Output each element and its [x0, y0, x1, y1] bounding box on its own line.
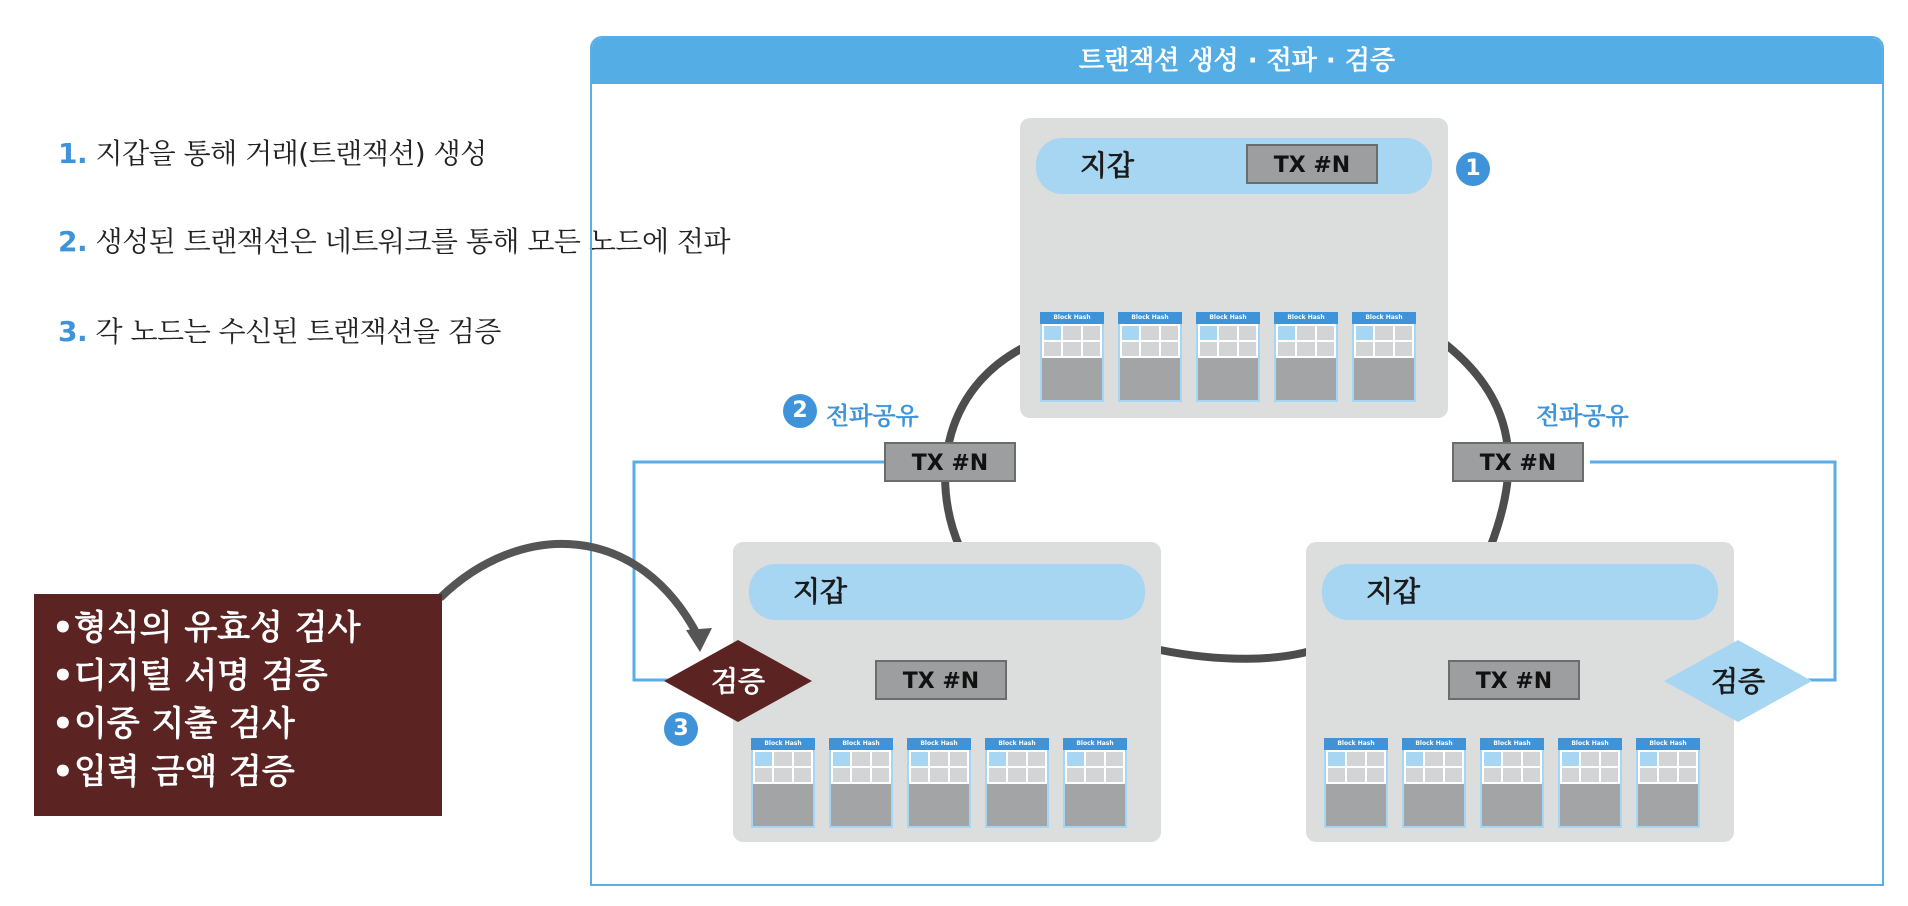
block-icon [1480, 738, 1544, 828]
step-3-number: 3. [58, 315, 88, 348]
checklist-item: •입력 금액 검증 [52, 752, 295, 792]
marker-3: 3 [664, 712, 698, 746]
propagation-tx-left: TX #N [884, 442, 1016, 482]
tx-top: TX #N [1246, 144, 1378, 184]
block-hash-label: Block Hash [1480, 738, 1544, 750]
wallet-right [1322, 564, 1718, 620]
blockchain-right [1324, 738, 1700, 828]
step-3-text: 각 노드는 수신된 트랜잭션을 검증 [95, 315, 501, 348]
block-icon [829, 738, 893, 828]
tx-left: TX #N [875, 660, 1007, 700]
block-icon [1402, 738, 1466, 828]
tx-right: TX #N [1448, 660, 1580, 700]
checklist-item: •이중 지출 검사 [52, 704, 295, 744]
step-1-number: 1. [58, 137, 88, 170]
block-hash-label: Block Hash [751, 738, 815, 750]
verify-diamond-left [664, 640, 812, 722]
propagation-tx-right: TX #N [1452, 442, 1584, 482]
marker-1: 1 [1456, 152, 1490, 186]
block-hash-label: Block Hash [1274, 312, 1338, 324]
frame-title: 트랜잭션 생성 · 전파 · 검증 [592, 38, 1882, 84]
block-hash-label: Block Hash [907, 738, 971, 750]
block-icon [1063, 738, 1127, 828]
block-hash-label: Block Hash [1352, 312, 1416, 324]
checklist-arrow [440, 544, 700, 640]
wallet-left-label: 지갑 [793, 575, 848, 608]
checklist-item: •디지털 서명 검증 [52, 656, 328, 696]
wallet-left [749, 564, 1145, 620]
block-icon [1118, 312, 1182, 402]
node-top [1020, 118, 1448, 418]
step-2-text: 생성된 트랜잭션은 네트워크를 통해 모든 노드에 전파 [95, 225, 730, 258]
blockchain-top [1040, 312, 1416, 402]
block-hash-label: Block Hash [1118, 312, 1182, 324]
verify-right-text: 검증 [1710, 665, 1766, 698]
wallet-right-label: 지갑 [1366, 575, 1421, 608]
block-hash-label: Block Hash [1558, 738, 1622, 750]
block-hash-label: Block Hash [829, 738, 893, 750]
block-hash-label: Block Hash [1636, 738, 1700, 750]
step-2-number: 2. [58, 225, 88, 258]
block-hash-label: Block Hash [1402, 738, 1466, 750]
checklist-item: •형식의 유효성 검사 [52, 608, 361, 648]
block-icon [1196, 312, 1260, 402]
block-icon [1636, 738, 1700, 828]
block-hash-label: Block Hash [1063, 738, 1127, 750]
block-hash-label: Block Hash [985, 738, 1049, 750]
block-icon [751, 738, 815, 828]
block-icon [907, 738, 971, 828]
block-icon [1324, 738, 1388, 828]
ring-bottom-arc [1160, 648, 1320, 659]
block-icon [1352, 312, 1416, 402]
block-hash-label: Block Hash [1324, 738, 1388, 750]
block-icon [1040, 312, 1104, 402]
step-1-text: 지갑을 통해 거래(트랜잭션) 생성 [95, 137, 487, 170]
propagation-label-right: 전파공유 [1536, 402, 1629, 430]
block-hash-label: Block Hash [1040, 312, 1104, 324]
block-hash-label: Block Hash [1196, 312, 1260, 324]
wallet-top-label: 지갑 [1080, 149, 1135, 182]
block-icon [985, 738, 1049, 828]
verify-left-text: 검증 [710, 665, 766, 698]
block-icon [1558, 738, 1622, 828]
verify-diamond-right [1664, 640, 1812, 722]
validation-checklist [34, 594, 442, 816]
propagation-label-left: 전파공유 [826, 402, 919, 430]
block-icon [1274, 312, 1338, 402]
marker-2: 2 [783, 394, 817, 428]
blockchain-left [751, 738, 1127, 828]
